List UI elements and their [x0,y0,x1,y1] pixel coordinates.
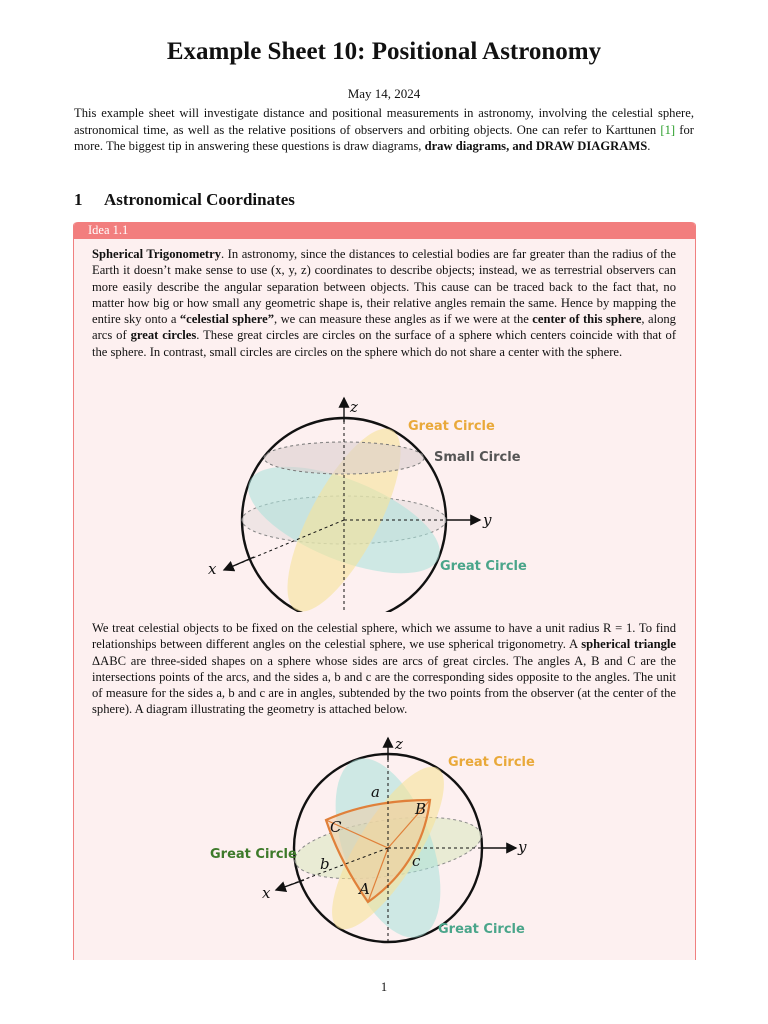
p1-text-3: , along arcs of [92,312,676,343]
vertex-b-label: B [415,800,427,818]
p1-text-1: . In astronomy, since the distances to celestial bodies are far greater than the radius of the Earth it doesn’t make sense to use (x, y, z) coordinates to describe objects; instead, we as terrestrial observers can more easily describe the angular separation between objects. This cause can be traced back to the fact that, no matter how big or how small any geometric shape is, their relative angles remain the same. Hence by mapping the entire sky onto a [92,247,676,327]
figure-spherical-triangle [200,732,560,944]
figure-great-small-circles [190,392,550,612]
date: May 14, 2024 [347,86,421,101]
y-axis-label: y [483,511,492,529]
x-axis-arrow [224,557,254,570]
great-circle-label-top: Great Circle [408,419,495,434]
vertex-c-label: C [330,818,342,836]
great-circle-label-bottom: Great Circle [440,559,527,574]
z-axis-label-2: z [395,735,403,753]
x-axis-label-2: x [262,884,271,902]
section-title: Astronomical Coordinates [104,190,295,209]
vertex-a-label: A [359,880,370,898]
idea-paragraph-2 [92,620,676,718]
section-number: 1 [74,190,83,209]
intro-text-3: . [647,139,651,153]
intro-text-2: for more. The biggest tip in answering these questions is draw diagrams, [74,122,694,153]
reference-link[interactable]: [1] [660,122,676,137]
great-circle-label-bottom-2: Great Circle [438,922,525,937]
section-heading [74,190,295,210]
side-b-label: b [320,855,330,873]
bold-spherical-trigonometry: Spherical Trigonometry [92,247,221,261]
p2-text-1: We treat celestial objects to be fixed on the celestial sphere, which we assume to have a unit radius R = 1. To find relationships between different angles on the celestial sphere, we use spherical trigonometry. A [92,621,676,652]
idea-header: Idea 1.1 [74,222,695,239]
bold-celestial-sphere: “celestial sphere” [179,312,274,327]
side-c-label: c [412,852,421,870]
side-a-label: a [371,783,380,801]
bold-center-sphere: center of this sphere [532,312,642,327]
bold-great-circles: great circles [130,328,197,343]
intro-paragraph [74,105,694,155]
p1-text-2: , we can measure these angles as if we were at the [274,312,533,327]
z-axis-label: z [350,398,358,416]
bold-spherical-triangle: spherical triangle [581,637,676,652]
idea-paragraph-1 [92,246,676,360]
page-number: 1 [380,980,388,994]
small-circle-label: Small Circle [434,450,521,465]
intro-text-1: This example sheet will investigate distance and positional measurements in astronomy, involving the celestial sphere, astronomical time, as well as the relative positions of observers and orbiting objects. One can refer to Karttunen [74,106,694,137]
page-title: Example Sheet 10: Positional Astronomy [166,38,602,65]
great-circle-label-top-2: Great Circle [448,755,535,770]
great-circle-label-left: Great Circle [210,847,297,862]
x-axis-arrow-2 [276,880,304,890]
x-axis-label: x [208,560,217,578]
intro-bold-tip: draw diagrams, and DRAW DIAGRAMS [424,139,648,153]
y-axis-label-2: y [518,838,527,856]
p1-text-4: . These great circles are circles on the surface of a sphere which centers coincide with that of the sphere. In contrast, small circles are circles on the sphere which do not share a center with the sphere. [92,328,677,359]
p2-text-2: ΔABC are three-sided shapes on a sphere whose sides are arcs of great circles. The angles A, B and C are the intersections points of the arcs, and the sides a, b and c are the corresponding sides opposite to the angles. The unit of measure for the sides a, b and c are in angles, subtended by the two points from the observer (at the center of the sphere). A diagram illustrating the geometry is attached below. [92,653,676,717]
